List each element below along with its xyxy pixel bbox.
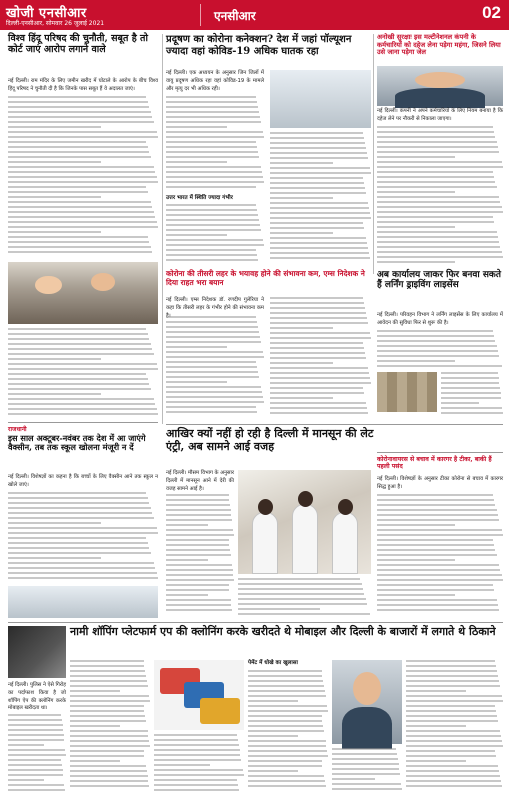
story-pollution-headline: प्रदूषण का कोरोना कनेक्शन? देश में जहां पॉल्यूशन ज्यादा वहां कोविड-19 अधिक घातक रहा: [166, 34, 352, 57]
story-cloning-body-5: [332, 748, 402, 794]
column-rule: [373, 34, 374, 274]
story-vhp-headline: विश्व हिंदू परिषद की चुनौती, सबूत है तो कोर्ट जाएं आरोप लगाने वाले: [8, 33, 148, 55]
section-rule: [8, 422, 158, 423]
story-license-body-2: [441, 372, 503, 420]
story-monsoon-photo: [238, 470, 371, 574]
story-license-headline: अब कार्यालय जाकर फिर बनवा सकते हैं लर्निंग ड्राइविंग लाइसेंस: [377, 270, 501, 291]
story-vhp-body: [8, 96, 158, 260]
story-pollution-body: [166, 96, 264, 194]
story-cloning-subhead: पेमेंट में धोखे का खुलासा: [248, 660, 298, 666]
masthead-divider: [200, 4, 201, 26]
story-schools-lead: नई दिल्ली। विशेषज्ञों का कहना है कि बच्चों के लिए वैक्सीन आने तक स्कूल न खोले जाएं।: [8, 474, 158, 488]
story-monsoon-lead: नई दिल्ली। मौसम विभाग के अनुसार दिल्ली में मानसून आने में देरी की वजह सामने आई है।: [166, 470, 234, 492]
story-pollution-lead: नई दिल्ली। एक अध्ययन के अनुसार जिन जिलों में वायु प्रदूषण अधिक रहा वहां कोविड-19 के मामले और मृत्यु दर भी अधिक रही।: [166, 70, 264, 92]
story-companies-body: [377, 126, 503, 266]
story-pollution-body-3: [270, 132, 371, 266]
story-schools-headline: इस साल अक्टूबर-नवंबर तक देश में आ जाएंगे वैक्सीन, तब तक स्कूल खोलना मंजूरी न दें: [8, 433, 146, 453]
page-number: 02: [482, 3, 501, 22]
section-title: एनसीआर: [214, 9, 256, 23]
story-thirdwave-headline: कोरोना की तीसरी लहर के भयावह होने की संभावना कम, एम्स निदेशक ने दिया राहत भरा बयान: [166, 269, 365, 287]
story-pollution-body-2: [166, 204, 264, 266]
story-vhp-body-continued: [8, 328, 158, 420]
story-vhp-photo: [8, 262, 158, 324]
story-monsoon-body: [166, 494, 234, 618]
story-cloning-cards-photo: [154, 660, 244, 730]
story-vhp-lead: नई दिल्ली। राम मंदिर के लिए जमीन खरीद में घोटाले के आरोप के बीच विश्व हिंदू परिषद ने चुनौती दी है कि जिनके पास सबूत हैं वे अदालत जाएं।: [8, 78, 158, 92]
story-cloning-body-2: [70, 660, 150, 794]
story-covaccine-body: [377, 494, 503, 618]
story-license-body: [377, 330, 503, 370]
story-thirdwave-body-2: [270, 297, 371, 420]
story-cloning-body: [8, 714, 66, 794]
story-license-lead: नई दिल्ली। परिवहन विभाग ने लर्निंग लाइसेंस के लिए कार्यालय में आवेदन की सुविधा फिर से शुरू की है।: [377, 312, 503, 326]
masthead: [0, 0, 509, 30]
section-rule: [377, 452, 503, 453]
story-cloning-body-3: [154, 734, 244, 794]
story-cloning-body-6: [406, 660, 503, 794]
story-monsoon-headline: आखिर क्यों नहीं हो रही है दिल्ली में मानसून की लेट एंट्री, अब सामने आई वजह: [166, 427, 374, 453]
story-cloning-lead: नई दिल्ली। पुलिस ने ऐसे गिरोह का पर्दाफाश किया है जो शॉपिंग ऐप की क्लोनिंग करके मोबाइल खरीदता था।: [8, 682, 66, 712]
column-rule: [162, 34, 163, 424]
story-cloning-photo: [8, 626, 66, 678]
story-schools-photo: [8, 586, 158, 618]
newspaper-brand: खोजी एनसीआर: [6, 6, 87, 21]
story-covaccine-headline: कोरोनावायरस से बचाव में कारगर है टीका, बाकी हैं पहली पसंद: [377, 456, 492, 471]
story-covaccine-lead: नई दिल्ली। विशेषज्ञों के अनुसार टीका कोरोना से बचाव में कारगर सिद्ध हुआ है।: [377, 476, 503, 490]
story-cloning-body-4: [248, 670, 328, 794]
story-license-photo: [377, 372, 437, 412]
section-rule: [8, 622, 503, 623]
story-thirdwave-lead: नई दिल्ली। एम्स निदेशक डॉ. रणदीप गुलेरिया ने कहा कि तीसरी लहर के गंभीर होने की संभावना कम: [166, 297, 264, 311]
story-companies-lead: नई दिल्ली। कंपनी ने अपने कर्मचारियों के लिए नियम बनाया है कि दहेज लेने पर नौकरी से निकाला जाएगा।: [377, 108, 503, 122]
masthead-dateline: दिल्ली-एनसीआर, सोमवार 26 जुलाई 2021: [6, 20, 105, 27]
story-pollution-subhead: उत्तर भारत में स्थिति ज्यादा गंभीर: [166, 195, 233, 201]
story-cloning-headline: नामी शॉपिंग प्लेटफार्म एप की क्लोनिंग करके खरीदते थे मोबाइल और दिल्ली के बाजारों में लगाते थे ठिकाने: [70, 625, 496, 638]
story-thirdwave-body: [166, 316, 264, 420]
story-pollution-photo: [270, 70, 371, 128]
story-cloning-suspect-photo: [332, 660, 402, 744]
story-schools-body: [8, 492, 158, 584]
story-monsoon-body-2: [238, 578, 371, 618]
story-companies-headline: अनोखी सुरक्षाः इस मल्टीनेशनल कंपनी के कर्मचारियों को दहेज लेना पड़ेगा महंगा, जिसने लिया उसे जाना पड़ेगा जेल: [377, 33, 501, 57]
story-schools-kicker: राजधानी: [8, 426, 27, 433]
story-companies-photo: [377, 66, 503, 106]
section-rule: [166, 424, 503, 425]
